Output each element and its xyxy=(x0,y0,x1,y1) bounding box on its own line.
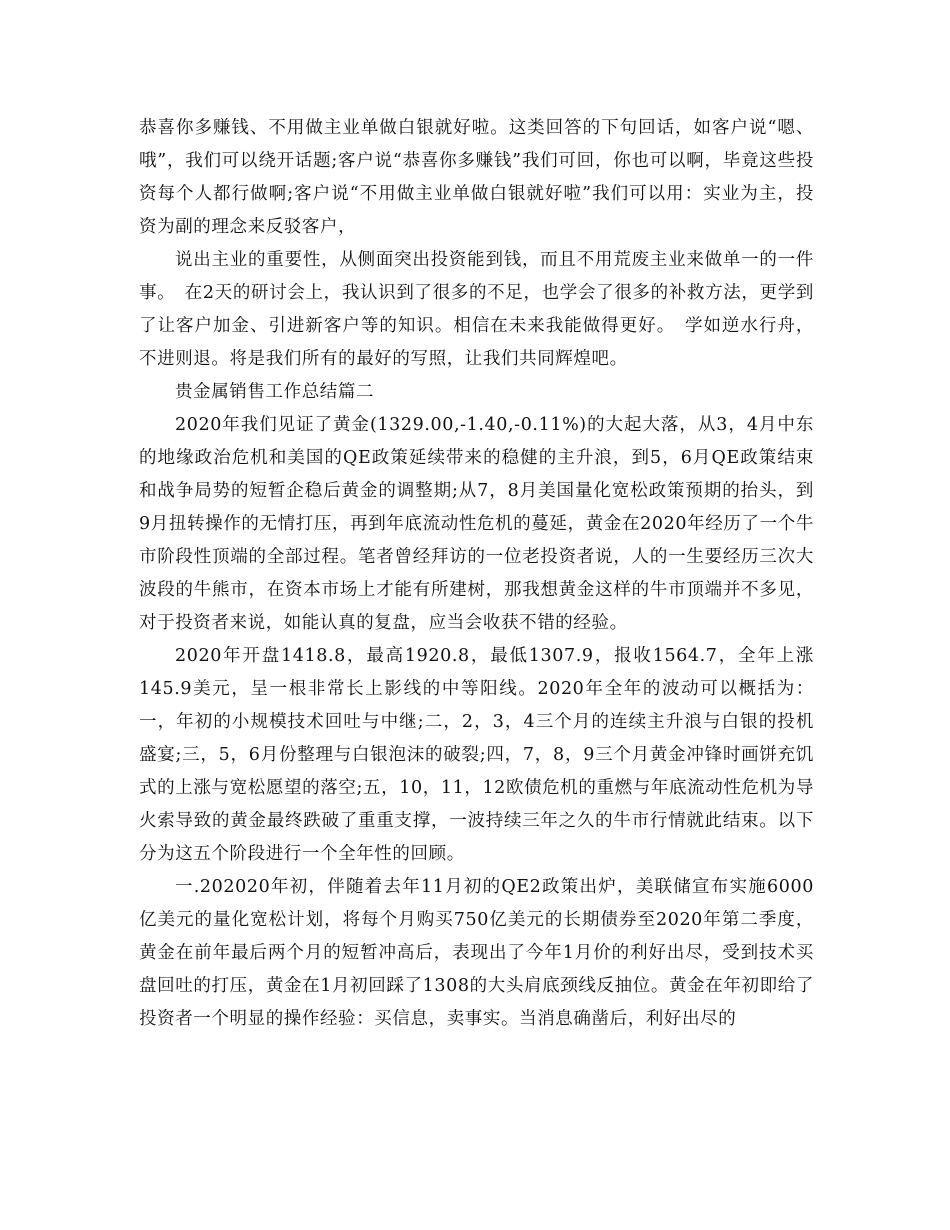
section-heading: 贵金属销售工作总结篇二 xyxy=(175,382,375,402)
paragraph-2: 说出主业的重要性，从侧面突出投资能到钱，而且不用荒废主业来做单一的一件事。 在2天的研讨会上，我认识到了很多的不足，也学会了很多的补救方法，更学到了让客户加金、引进新客户等的知识。相信在未来我能做得更好。 学如逆水行舟，不进则退。将是我们所有的最好的写照，让我们共同辉煌吧。 xyxy=(139,250,814,369)
paragraph-3: 2020年我们见证了黄金(1329.00,-1.40,-0.11%)的大起大落，从3，4月中东的地缘政治危机和美国的QE政策延续带来的稳健的主升浪，到5，6月QE政策结束和战争局势的短暂企稳后黄金的调整期;从7，8月美国量化宽松政策预期的抬头，到9月扭转操作的无情打压，再到年底流动性危机的蔓延，黄金在2020年经历了一个牛市阶段性顶端的全部过程。笔者曾经拜访的一位老投资者说，人的一生要经历三次大波段的牛熊市，在资本市场上才能有所建树，那我想黄金这样的牛市顶端并不多见，对于投资者来说，如能认真的复盘，应当会收获不错的经验。 xyxy=(139,415,814,633)
paragraph-4: 2020年开盘1418.8，最高1920.8，最低1307.9，报收1564.7，全年上涨145.9美元，呈一根非常长上影线的中等阳线。2020年全年的波动可以概括为：一，年初的小规模技术回吐与中继;二，2，3，4三个月的连续主升浪与白银的投机盛宴;三，5，6月份整理与白银泡沫的破裂;四，7，8，9三个月黄金冲锋时画饼充饥式的上涨与宽松愿望的落空;五，10，11，12欧债危机的重燃与年底流动性危机为导火索导致的黄金最终跌破了重重支撑，一波持续三年之久的牛市行情就此结束。以下分为这五个阶段进行一个全年性的回顾。 xyxy=(139,646,814,864)
paragraph-1: 恭喜你多赚钱、不用做主业单做白银就好啦。这类回答的下句回话，如客户说“嗯、哦”，我们可以绕开话题;客户说“恭喜你多赚钱”我们可回，你也可以啊，毕竟这些投资每个人都行做啊;客户说“不用做主业单做白银就好啦”我们可以用：实业为主，投资为副的理念来反驳客户， xyxy=(139,118,814,237)
paragraph-5: 一.202020年初，伴随着去年11月初的QE2政策出炉，美联储宣布实施6000亿美元的量化宽松计划，将每个月购买750亿美元的长期债券至2020年第二季度，黄金在前年最后两个月的短暂冲高后，表现出了今年1月价的利好出尽，受到技术买盘回吐的打压，黄金在1月初回踩了1308的大头肩底颈线反抽位。黄金在年初即给了投资者一个明显的操作经验：买信息，卖事实。当消息确凿后，利好出尽的 xyxy=(139,877,814,1029)
document-body xyxy=(139,112,814,1036)
